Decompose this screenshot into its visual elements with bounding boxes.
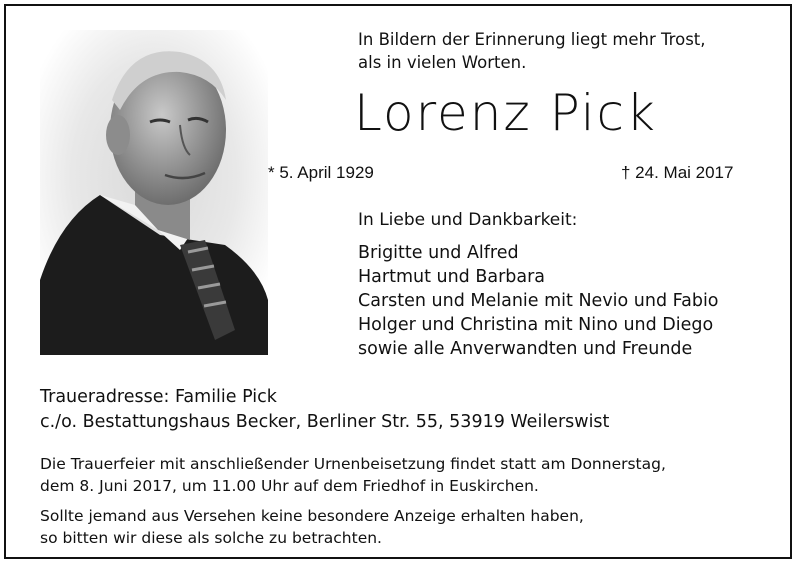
ceremony-notice xyxy=(40,453,666,497)
memorial-quote xyxy=(358,28,706,74)
list-item: Carsten und Melanie mit Nevio und Fabio xyxy=(358,291,719,311)
list-item: Brigitte und Alfred xyxy=(358,243,519,263)
list-item: Holger und Christina mit Nino und Diego xyxy=(358,315,714,335)
mourners-heading: In Liebe und Dankbarkeit: xyxy=(358,210,578,230)
deceased-name: Lorenz Pick xyxy=(354,84,658,142)
birth-date: * 5. April 1929 xyxy=(268,163,374,182)
list-item: sowie alle Anverwandten und Freunde xyxy=(358,339,693,359)
quote-line: In Bildern der Erinnerung liegt mehr Trost, xyxy=(358,30,706,49)
death-date: † 24. Mai 2017 xyxy=(621,163,734,182)
address-line: c./o. Bestattungshaus Becker, Berliner Str. 55, 53919 Weilerswist xyxy=(40,412,610,432)
quote-line: als in vielen Worten. xyxy=(358,53,527,72)
list-item: Hartmut und Barbara xyxy=(358,267,546,287)
ceremony-line: dem 8. Juni 2017, um 11.00 Uhr auf dem Friedhof in Euskirchen. xyxy=(40,477,539,495)
closing-note xyxy=(40,505,584,549)
mourners-list xyxy=(358,241,719,361)
note-line: Sollte jemand aus Versehen keine besondere Anzeige erhalten haben, xyxy=(40,507,584,525)
address-line: Traueradresse: Familie Pick xyxy=(40,387,277,407)
ceremony-line: Die Trauerfeier mit anschließender Urnenbeisetzung findet statt am Donnerstag, xyxy=(40,455,666,473)
portrait-photo xyxy=(40,30,268,355)
note-line: so bitten wir diese als solche zu betrachten. xyxy=(40,529,382,547)
mourning-address xyxy=(40,385,609,435)
